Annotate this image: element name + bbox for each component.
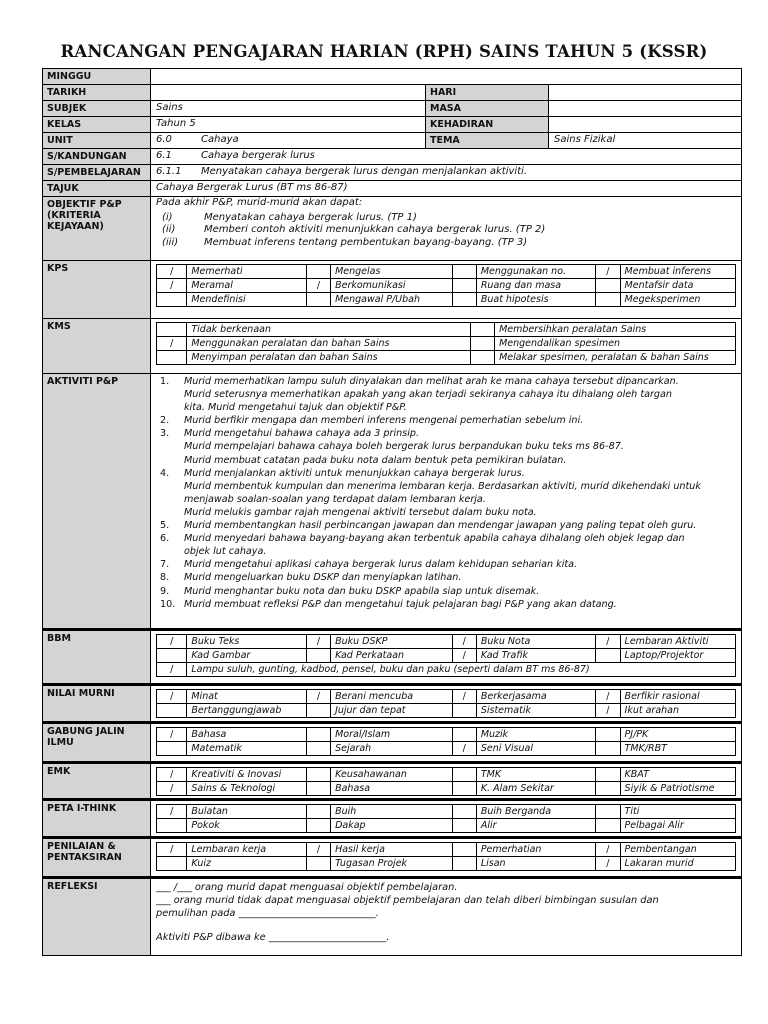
kps-checkbox[interactable] [306,265,330,279]
peta-option-label: Bulatan [187,805,306,819]
gabung-option-label: Matematik [187,742,306,756]
nilai-option-label: Jujur dan tepat [331,704,452,718]
aktiviti-number: 2. [160,415,170,427]
nilai-checkbox[interactable]: / [452,690,476,704]
penilaian-option-label: Hasil kerja [331,843,452,857]
bbm-row [157,663,736,677]
aktiviti-list [156,374,736,611]
aktiviti-text: Murid menjalankan aktiviti untuk menunjukkan cahaya bergerak lurus. [184,467,525,479]
peta-row [157,805,736,819]
objektif-item-number: (i) [162,211,173,223]
emk-checkbox[interactable] [452,768,476,782]
aktiviti-number: 5. [160,520,170,532]
aktiviti-line [156,545,736,558]
gabung-checkbox[interactable]: / [157,728,187,742]
bbm-row [157,635,736,649]
nilai-checkbox[interactable]: / [596,690,620,704]
aktiviti-line [156,388,736,401]
label-nilai: NILAI MURNI [43,685,151,723]
aktiviti-number: 1. [160,376,170,387]
kps-checkbox[interactable] [452,293,476,307]
value-hari[interactable] [549,85,742,101]
aktiviti-text: Murid mempelajari bahawa cahaya boleh bergerak lurus berpandukan buku teks ms 86-87. [184,441,624,453]
kps-checkbox[interactable] [157,293,187,307]
gabung-checkbox[interactable] [596,742,620,756]
emk-option-label: K. Alam Sekitar [476,782,595,796]
value-tema[interactable]: Sains Fizikal [549,133,742,149]
bbm-checkbox[interactable]: / [157,635,187,649]
objektif-item [156,224,736,237]
emk-row [157,768,736,782]
kms-option-label: Mengendalikan spesimen [495,337,736,351]
kps-checkbox[interactable] [452,265,476,279]
peta-option-label: Buih Berganda [476,805,595,819]
peta-checkbox[interactable] [306,819,330,833]
nilai-checkbox[interactable] [157,704,187,718]
peta-option-label: Alir [476,819,595,833]
penilaian-option-label: Tugasan Projek [331,857,452,871]
peta-checkbox[interactable] [157,819,187,833]
kms-grid [156,322,736,365]
kps-checkbox[interactable]: / [596,265,620,279]
nilai-row [157,704,736,718]
peta-option-label: Pokok [187,819,306,833]
unit-number: 6.0 [156,134,172,145]
penilaian-option-label: Pembentangan [620,843,735,857]
value-minggu[interactable] [151,69,742,85]
penilaian-checkbox[interactable]: / [157,843,187,857]
value-kehadiran[interactable] [549,117,742,133]
emk-option-label: Siyik & Patriotisme [620,782,735,796]
penilaian-option-label: Lisan [476,857,595,871]
nilai-option-label: Ikut arahan [620,704,735,718]
aktiviti-line [156,414,736,427]
penilaian-option-label: Lakaran murid [620,857,735,871]
kps-row [157,279,736,293]
aktiviti-text: Murid berfikir mengapa dan memberi inferens mengenai pemerhatian sebelum ini. [184,415,584,427]
aktiviti-text: Murid membuat catatan pada buku nota dalam bentuk peta pemikiran bulatan. [184,454,567,466]
objektif-item-text: Menyatakan cahaya bergerak lurus. (TP 1) [204,211,417,223]
value-unit[interactable] [151,133,426,149]
peta-option-label: Titi [620,805,735,819]
peta-option-label: Buih [331,805,452,819]
gabung-checkbox[interactable] [596,728,620,742]
kms-cell [151,319,742,374]
kms-checkbox[interactable]: / [157,337,187,351]
nilai-option-label: Berfikir rasional [620,690,735,704]
gabung-checkbox[interactable] [157,742,187,756]
gabung-option-label: Muzik [476,728,595,742]
emk-option-label: Bahasa [331,782,452,796]
rph-form [42,68,742,956]
aktiviti-number: 9. [160,585,170,597]
aktiviti-line [156,440,736,453]
penilaian-checkbox[interactable] [157,857,187,871]
peta-checkbox[interactable] [306,805,330,819]
aktiviti-number: 10. [160,598,176,610]
label-minggu: MINGGU [43,69,151,85]
kps-option-label: Menggunakan no. [476,265,595,279]
kps-checkbox[interactable]: / [157,279,187,293]
penilaian-option-label: Lembaran kerja [187,843,306,857]
kms-option-label: Tidak berkenaan [187,323,470,337]
label-pembelajaran: S/PEMBELAJARAN [43,165,151,181]
aktiviti-text: Murid mengetahui aplikasi cahaya bergerak lurus dalam kehidupan seharian kita. [184,559,578,571]
nilai-row [157,690,736,704]
nilai-checkbox[interactable]: / [596,704,620,718]
kps-grid [156,264,736,307]
bbm-option-label: Buku Teks [187,635,306,649]
aktiviti-line [156,532,736,545]
bbm-checkbox[interactable]: / [452,635,476,649]
label-objektif: OBJEKTIF P&P (KRITERIA KEJAYAAN) [43,197,151,261]
gabung-checkbox[interactable] [452,728,476,742]
aktiviti-line [156,401,736,414]
nilai-cell [151,685,742,723]
penilaian-row [157,843,736,857]
aktiviti-number: 3. [160,428,170,440]
kps-option-label: Membuat inferens [620,265,735,279]
peta-checkbox[interactable] [596,805,620,819]
bbm-checkbox[interactable] [157,649,187,663]
label-kps: KPS [43,261,151,319]
peta-cell [151,800,742,838]
aktiviti-line [156,558,736,571]
kandungan-number: 6.1 [156,150,172,161]
gabung-checkbox[interactable] [306,728,330,742]
kms-option-label: Melakar spesimen, peralatan & bahan Sains [495,351,736,365]
emk-checkbox[interactable]: / [157,768,187,782]
objektif-item [156,237,736,250]
bbm-checkbox[interactable] [596,649,620,663]
objektif-item-text: Memberi contoh aktiviti menunjukkan cahaya bergerak lurus. (TP 2) [204,224,546,235]
aktiviti-number [156,454,184,467]
kms-row [157,323,736,337]
nilai-checkbox[interactable]: / [157,690,187,704]
nilai-option-label: Berani mencuba [331,690,452,704]
kms-option-label: Membersihkan peralatan Sains [495,323,736,337]
peta-checkbox[interactable]: / [157,805,187,819]
aktiviti-line [156,519,736,532]
aktiviti-line [156,493,736,506]
emk-option-label: Keusahawanan [331,768,452,782]
kps-checkbox[interactable]: / [157,265,187,279]
aktiviti-line [156,506,736,519]
bbm-option-label: Buku DSKP [331,635,452,649]
emk-option-label: Sains & Teknologi [187,782,306,796]
kps-checkbox[interactable] [452,279,476,293]
aktiviti-line [156,480,736,493]
kps-checkbox[interactable] [306,293,330,307]
aktiviti-text: Murid membuat refleksi P&P dan mengetahui tajuk pelajaran bagi P&P yang akan datang. [184,598,617,610]
label-unit: UNIT [43,133,151,149]
bbm-option-label: Buku Nota [476,635,595,649]
emk-option-label: KBAT [620,768,735,782]
value-tarikh[interactable] [151,85,426,101]
value-tajuk[interactable]: Cahaya Bergerak Lurus (BT ms 86-87) [151,181,742,197]
emk-option-label: TMK [476,768,595,782]
label-penilaian: PENILAIAN & PENTAKSIRAN [43,838,151,878]
value-subjek[interactable]: Sains [151,101,426,117]
label-kehadiran: KEHADIRAN [426,117,549,133]
gabung-checkbox[interactable] [306,742,330,756]
value-kandungan[interactable] [151,149,742,165]
kms-checkbox[interactable] [157,323,187,337]
kms-checkbox[interactable] [470,351,494,365]
penilaian-checkbox[interactable]: / [306,843,330,857]
penilaian-option-label: Pemerhatian [476,843,595,857]
emk-checkbox[interactable] [596,782,620,796]
peta-checkbox[interactable] [452,805,476,819]
label-gabung: GABUNG JALIN ILMU [43,723,151,763]
pembelajaran-number: 6.1.1 [156,166,182,177]
bbm-row [157,649,736,663]
kps-option-label: Berkomunikasi [331,279,452,293]
kms-checkbox[interactable] [470,323,494,337]
bbm-cell [151,630,742,685]
kps-checkbox[interactable]: / [306,279,330,293]
refleksi-line-4: Aktiviti P&P dibawa ke ________________________. [156,932,390,943]
aktiviti-text: menjawab soalan-soalan yang terdapat dalam lembaran kerja. [184,493,486,505]
aktiviti-line [156,454,736,467]
bbm-checkbox[interactable] [306,649,330,663]
label-tarikh: TARIKH [43,85,151,101]
refleksi-line-2: ___ orang murid tidak dapat menguasai objektif pembelajaran dan telah diberi bimbingan susulan dan [156,895,659,906]
peta-option-label: Pelbagai Alir [620,819,735,833]
aktiviti-number: 8. [160,572,170,584]
aktiviti-number [156,440,184,453]
kps-row [157,265,736,279]
aktiviti-text: Murid menyedari bahawa bayang-bayang akan terbentuk apabila cahaya dihalang oleh objek legap dan [184,533,685,545]
objektif-item [156,212,736,225]
aktiviti-text: Murid menghantar buku nota dan buku DSKP apabila siap untuk disemak. [184,585,540,597]
label-bbm: BBM [43,630,151,685]
bbm-option-label: Kad Perkataan [331,649,452,663]
penilaian-checkbox[interactable]: / [596,843,620,857]
aktiviti-number [156,545,184,558]
gabung-option-label: Seni Visual [476,742,595,756]
aktiviti-number: 4. [160,467,170,479]
value-kelas[interactable]: Tahun 5 [151,117,426,133]
penilaian-checkbox[interactable]: / [596,857,620,871]
aktiviti-number: 7. [160,559,170,571]
objektif-item-number: (iii) [162,236,179,248]
gabung-grid [156,727,736,756]
nilai-checkbox[interactable]: / [306,690,330,704]
value-pembelajaran[interactable] [151,165,742,181]
bbm-grid [156,634,736,677]
penilaian-checkbox[interactable] [452,843,476,857]
kms-checkbox[interactable] [157,351,187,365]
emk-checkbox[interactable]: / [157,782,187,796]
bbm-option-label: Lembaran Aktiviti [620,635,735,649]
aktiviti-number [156,388,184,401]
emk-checkbox[interactable] [452,782,476,796]
aktiviti-number [156,493,184,506]
objektif-cell [151,197,742,261]
gabung-option-label: Bahasa [187,728,306,742]
nilai-option-label: Sistematik [476,704,595,718]
aktiviti-number [156,506,184,519]
bbm-option-label: Kad Trafik [476,649,595,663]
objektif-item-text: Membuat inferens tentang pembentukan bayang-bayang. (TP 3) [204,236,528,248]
nilai-grid [156,689,736,718]
kps-option-label: Ruang dan masa [476,279,595,293]
label-refleksi: REFLEKSI [43,878,151,956]
label-kelas: KELAS [43,117,151,133]
peta-checkbox[interactable] [452,819,476,833]
bbm-checkbox[interactable]: / [157,663,187,677]
aktiviti-text: Murid melukis gambar rajah mengenai aktiviti tersebut dalam buku nota. [184,506,537,518]
refleksi-cell[interactable] [151,878,742,956]
nilai-option-label: Berkerjasama [476,690,595,704]
gabung-option-label: Sejarah [331,742,452,756]
kps-option-label: Mengawal P/Ubah [331,293,452,307]
gabung-option-label: PJ/PK [620,728,735,742]
aktiviti-number [156,480,184,493]
aktiviti-cell [151,374,742,630]
penilaian-checkbox[interactable] [306,857,330,871]
aktiviti-line [156,598,736,611]
kps-option-label: Mentafsir data [620,279,735,293]
kandungan-text: Cahaya bergerak lurus [201,150,315,161]
kms-row [157,337,736,351]
kms-option-label: Menggunakan peralatan dan bahan Sains [187,337,470,351]
label-emk: EMK [43,763,151,800]
penilaian-cell [151,838,742,878]
kps-checkbox[interactable] [596,279,620,293]
bbm-option-label: Laptop/Projektor [620,649,735,663]
kms-checkbox[interactable] [470,337,494,351]
gabung-row [157,742,736,756]
objektif-intro: Pada akhir P&P, murid-murid akan dapat: [156,197,363,208]
unit-name: Cahaya [201,134,239,145]
emk-cell [151,763,742,800]
kps-option-label: Meramal [187,279,306,293]
refleksi-line-1: ___ /___ orang murid dapat menguasai objektif pembelajaran. [156,882,458,893]
value-masa[interactable] [549,101,742,117]
kms-row [157,351,736,365]
aktiviti-text: Murid mengetahui bahawa cahaya ada 3 prinsip. [184,428,420,440]
emk-checkbox[interactable] [306,782,330,796]
aktiviti-number: 6. [160,533,170,545]
kps-option-label: Memerhati [187,265,306,279]
bbm-option-label: Lampu suluh, gunting, kadbod, pensel, buku dan paku (seperti dalam BT ms 86-87) [187,663,736,677]
kps-option-label: Mendefinisi [187,293,306,307]
bbm-checkbox[interactable]: / [306,635,330,649]
aktiviti-text: Murid memerhatikan lampu suluh dinyalakan dan melihat arah ke mana cahaya tersebut dipancarkan. [184,376,679,387]
nilai-option-label: Minat [187,690,306,704]
aktiviti-text: Murid membentangkan hasil perbincangan jawapan dan mendengar jawapan yang paling tepat oleh guru. [184,520,697,532]
aktiviti-number [156,401,184,414]
gabung-option-label: TMK/RBT [620,742,735,756]
label-hari: HARI [426,85,549,101]
objektif-item-number: (ii) [162,224,176,235]
label-kandungan: S/KANDUNGAN [43,149,151,165]
gabung-checkbox[interactable]: / [452,742,476,756]
penilaian-row [157,857,736,871]
kps-cell [151,261,742,319]
penilaian-checkbox[interactable] [452,857,476,871]
emk-option-label: Kreativiti & Inovasi [187,768,306,782]
aktiviti-text: kita. Murid mengetahui tajuk dan objektif P&P. [184,402,407,414]
peta-row [157,819,736,833]
emk-row [157,782,736,796]
emk-grid [156,767,736,796]
label-aktiviti: AKTIVITI P&P [43,374,151,630]
label-masa: MASA [426,101,549,117]
emk-checkbox[interactable] [596,768,620,782]
nilai-option-label: Bertanggungjawab [187,704,306,718]
bbm-checkbox[interactable]: / [452,649,476,663]
aktiviti-line [156,375,736,388]
nilai-checkbox[interactable] [306,704,330,718]
emk-checkbox[interactable] [306,768,330,782]
refleksi-text [156,879,736,944]
aktiviti-line [156,571,736,584]
kps-option-label: Buat hipotesis [476,293,595,307]
pembelajaran-text: Menyatakan cahaya bergerak lurus dengan menjalankan aktiviti. [201,166,528,177]
penilaian-grid [156,842,736,871]
aktiviti-text: Murid seterusnya memerhatikan apakah yang akan terjadi sekiranya cahaya itu dihalang oleh targan [184,389,672,401]
kps-checkbox[interactable] [596,293,620,307]
nilai-checkbox[interactable] [452,704,476,718]
label-subjek: SUBJEK [43,101,151,117]
aktiviti-text: Murid mengeluarkan buku DSKP dan menyiapkan latihan. [184,572,462,584]
kps-row [157,293,736,307]
aktiviti-line [156,427,736,440]
penilaian-option-label: Kuiz [187,857,306,871]
label-peta: PETA I-THINK [43,800,151,838]
aktiviti-line [156,467,736,480]
peta-option-label: Dakap [331,819,452,833]
gabung-cell [151,723,742,763]
label-tema: TEMA [426,133,549,149]
refleksi-line-3: pemulihan pada ____________________________. [156,908,379,919]
bbm-checkbox[interactable]: / [596,635,620,649]
kps-option-label: Mengelas [331,265,452,279]
kms-option-label: Menyimpan peralatan dan bahan Sains [187,351,470,365]
aktiviti-line [156,585,736,598]
label-kms: KMS [43,319,151,374]
page-title: RANCANGAN PENGAJARAN HARIAN (RPH) SAINS TAHUN 5 (KSSR) [60,42,708,61]
aktiviti-text: objek lut cahaya. [184,546,267,558]
label-tajuk: TAJUK [43,181,151,197]
objektif-list [156,197,736,249]
peta-checkbox[interactable] [596,819,620,833]
peta-grid [156,804,736,833]
gabung-row [157,728,736,742]
gabung-option-label: Moral/Islam [331,728,452,742]
kps-option-label: Megeksperimen [620,293,735,307]
aktiviti-text: Murid membentuk kumpulan dan menerima lembaran kerja. Berdasarkan aktiviti, murid dikehendaki untuk [184,480,701,492]
bbm-option-label: Kad Gambar [187,649,306,663]
